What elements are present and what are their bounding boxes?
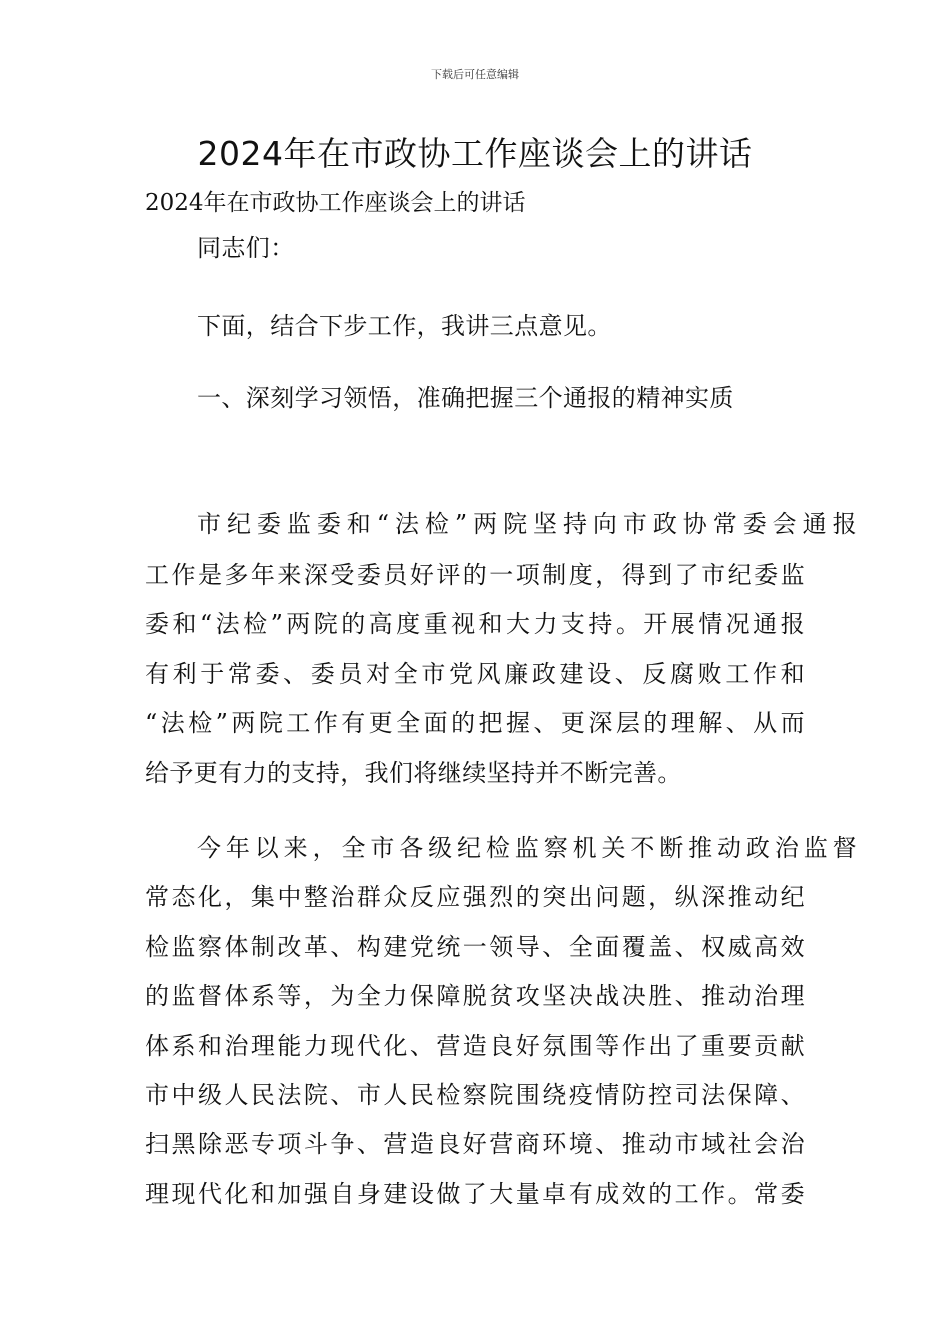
paragraph-2-line: 的监督体系等，为全力保障脱贫攻坚决战决胜、推动治理 bbox=[145, 982, 805, 1010]
header-note: 下载后可任意编辑 bbox=[431, 68, 519, 81]
section-heading-1: 一、深刻学习领悟，准确把握三个通报的精神实质 bbox=[197, 384, 734, 412]
paragraph-2-line: 常态化，集中整治群众反应强烈的突出问题，纵深推动纪 bbox=[145, 883, 805, 911]
paragraph-1-line: 工作是多年来深受委员好评的一项制度，得到了市纪委监 bbox=[145, 561, 805, 589]
paragraph-2-line: 检监察体制改革、构建党统一领导、全面覆盖、权威高效 bbox=[145, 933, 805, 961]
greeting: 同志们： bbox=[197, 234, 295, 262]
paragraph-1-line: 委和“法检”两院的高度重视和大力支持。开展情况通报 bbox=[145, 610, 805, 638]
document-title: 2024年在市政协工作座谈会上的讲话 bbox=[197, 134, 753, 173]
paragraph-2-line: 扫黑除恶专项斗争、营造良好营商环境、推动市域社会治 bbox=[145, 1130, 805, 1158]
intro-text: 下面，结合下步工作，我讲三点意见。 bbox=[197, 312, 612, 340]
paragraph-1-line: “法检”两院工作有更全面的把握、更深层的理解、从而 bbox=[145, 709, 805, 737]
paragraph-2-line: 今年以来，全市各级纪检监察机关不断推动政治监督 bbox=[197, 834, 857, 862]
document-subtitle: 2024年在市政协工作座谈会上的讲话 bbox=[145, 190, 526, 216]
paragraph-2-line: 市中级人民法院、市人民检察院围绕疫情防控司法保障、 bbox=[145, 1081, 805, 1109]
paragraph-1-line: 有利于常委、委员对全市党风廉政建设、反腐败工作和 bbox=[145, 660, 805, 688]
paragraph-1-line: 市纪委监委和“法检”两院坚持向市政协常委会通报 bbox=[197, 510, 857, 538]
paragraph-1-line: 给予更有力的支持，我们将继续坚持并不断完善。 bbox=[145, 759, 682, 787]
paragraph-2-line: 理现代化和加强自身建设做了大量卓有成效的工作。常委 bbox=[145, 1180, 805, 1208]
paragraph-2-line: 体系和治理能力现代化、营造良好氛围等作出了重要贡献 bbox=[145, 1032, 805, 1060]
